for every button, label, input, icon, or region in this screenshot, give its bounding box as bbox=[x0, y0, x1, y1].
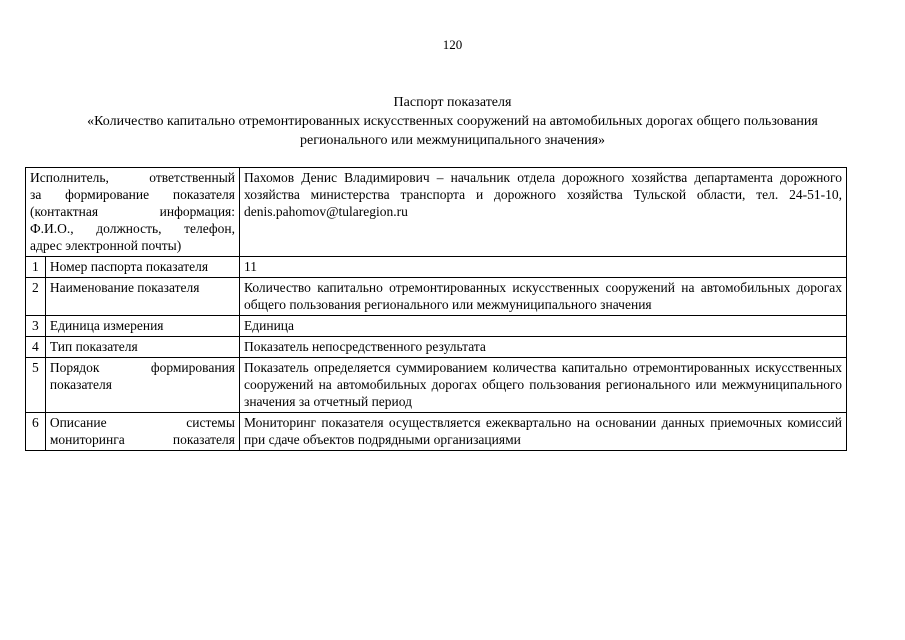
table-row bbox=[26, 337, 847, 358]
row-number: 6 bbox=[26, 413, 46, 451]
row-number: 3 bbox=[26, 316, 46, 337]
row-value: Количество капитально отремонтированных искусственных сооружений на автомобильных дорогах общего пользования регионального или межмуниципального значения bbox=[240, 278, 847, 316]
table-row-executor bbox=[26, 168, 847, 257]
executor-label-line: Ф.И.О., должность, телефон, bbox=[30, 221, 235, 236]
row-value: Мониторинг показателя осуществляется ежеквартально на основании данных приемочных комиссий при сдаче объектов подрядными организациями bbox=[240, 413, 847, 451]
indicator-passport-table bbox=[25, 167, 847, 451]
row-label-line: Тип показателя bbox=[49, 339, 138, 354]
title-line-2: «Количество капитально отремонтированных искусственных сооружений на автомобильных дорогах общего пользования bbox=[87, 114, 818, 129]
row-label-line: Единица измерения bbox=[49, 318, 164, 333]
row-value: 11 bbox=[240, 257, 847, 278]
title-line-3: регионального или межмуниципального значения» bbox=[299, 133, 606, 148]
row-label bbox=[45, 257, 239, 278]
row-label-line: мониторинга показателя bbox=[49, 432, 235, 447]
table-row bbox=[26, 316, 847, 337]
title-line-1: Паспорт показателя bbox=[393, 95, 512, 110]
row-number: 1 bbox=[26, 257, 46, 278]
row-value: Единица bbox=[240, 316, 847, 337]
row-label-line: Наименование показателя bbox=[49, 280, 200, 295]
row-value: Показатель определяется суммированием количества капитально отремонтированных искусственных сооружений на автомобильных дорогах общего пользования регионального или межмуниципального значения за отчетный период bbox=[240, 358, 847, 413]
page-number: 120 bbox=[442, 37, 463, 52]
row-label bbox=[45, 337, 239, 358]
row-label bbox=[45, 413, 239, 451]
executor-value: Пахомов Денис Владимирович – начальник отдела дорожного хозяйства департамента дорожного хозяйства министерства транспорта и дорожного хозяйства Тульской области, тел. 24-51-10, denis.pahomov@tularegion.ru bbox=[240, 168, 847, 257]
executor-label-line: (контактная информация: bbox=[30, 204, 235, 219]
row-label bbox=[45, 358, 239, 413]
executor-label-line: за формирование показателя bbox=[30, 187, 235, 202]
executor-label-line: Исполнитель, ответственный bbox=[30, 170, 235, 185]
table-row bbox=[26, 413, 847, 451]
table-row bbox=[26, 358, 847, 413]
table-row bbox=[26, 278, 847, 316]
row-label-line: Порядок формирования bbox=[49, 360, 235, 375]
row-label-line: показателя bbox=[49, 377, 112, 392]
document-title bbox=[40, 93, 865, 150]
table-row bbox=[26, 257, 847, 278]
row-number: 4 bbox=[26, 337, 46, 358]
row-label bbox=[45, 316, 239, 337]
row-value: Показатель непосредственного результата bbox=[240, 337, 847, 358]
row-number: 5 bbox=[26, 358, 46, 413]
row-label bbox=[45, 278, 239, 316]
row-number: 2 bbox=[26, 278, 46, 316]
row-label-line: Описание системы bbox=[49, 415, 235, 430]
executor-label bbox=[26, 168, 240, 257]
executor-label-line: адрес электронной почты) bbox=[30, 238, 182, 253]
row-label-line: Номер паспорта показателя bbox=[49, 259, 209, 274]
